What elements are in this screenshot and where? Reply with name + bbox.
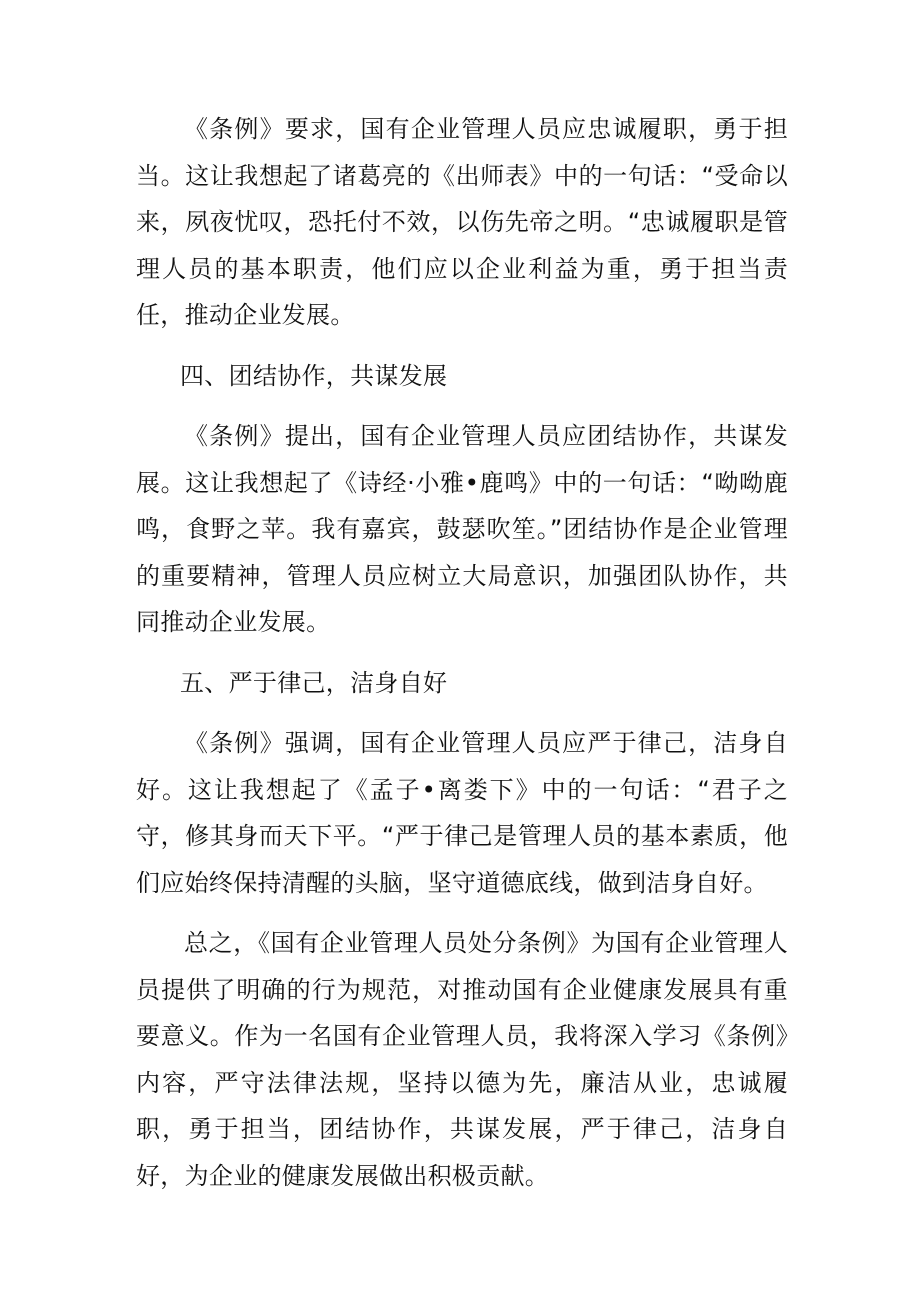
section-heading-four: 四、团结协作，共谋发展 [180, 361, 448, 390]
section-heading-five: 五、严于律己，洁身自好 [180, 668, 448, 697]
paragraph-summary: 总之，《国有企业管理人员处分条例》为国有企业管理人员提供了明确的行为规范，对推动国有企业健康发展具有重要意义。作为一名国有企业管理人员，我将深入学习《条例》内容，严守法律法规，坚持以德为先，廉洁从业，忠诚履职，勇于担当，团结协作，共谋发展，严于律己，洁身自好，为企业的健康发展做出积极贡献。 [136, 929, 788, 1190]
paragraph-unity: 《条例》提出，国有企业管理人员应团结协作，共谋发展。这让我想起了《诗经·小雅•鹿鸣》中的一句话：“呦呦鹿鸣，食野之苹。我有嘉宾，鼓瑟吹笙。”团结协作是企业管理的重要精神，管理人员应树立大局意识，加强团队协作，共同推动企业发展。 [136, 422, 788, 636]
paragraph-loyalty: 《条例》要求，国有企业管理人员应忠诚履职，勇于担当。这让我想起了诸葛亮的《出师表》中的一句话：“受命以来，夙夜忧叹，恐托付不效，以伤先帝之明。“忠诚履职是管理人员的基本职责，他们应以企业利益为重，勇于担当责任，推动企业发展。 [136, 115, 788, 329]
paragraph-self-discipline: 《条例》强调，国有企业管理人员应严于律己，洁身自好。这让我想起了《孟子•离娄下》中的一句话：“君子之守，修其身而天下平。“严于律己是管理人员的基本素质，他们应始终保持清醒的头脑，坚守道德底线，做到洁身自好。 [136, 729, 788, 897]
document-body [136, 106, 788, 1199]
